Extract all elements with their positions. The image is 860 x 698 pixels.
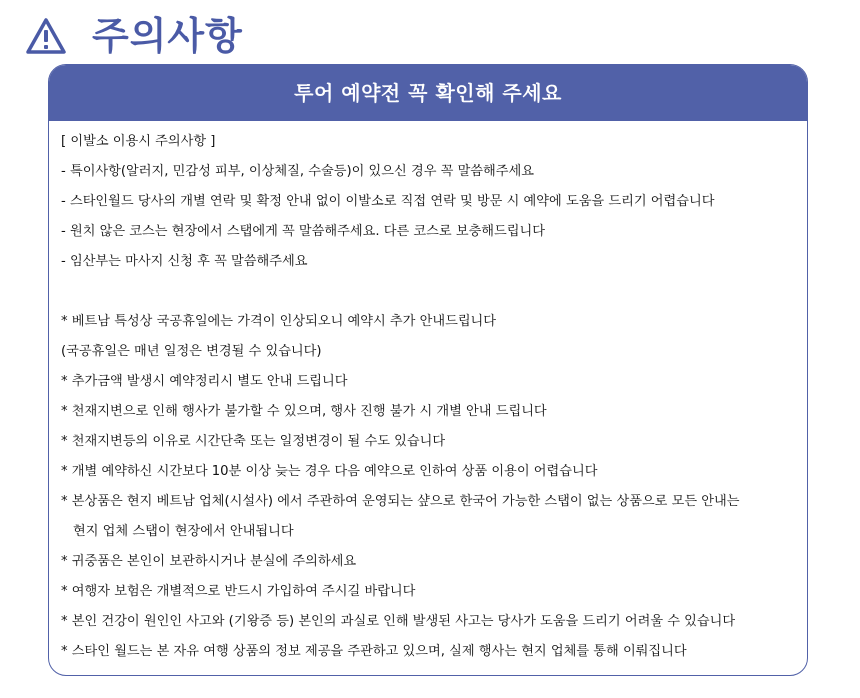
notice-line: - 원치 않은 코스는 현장에서 스탭에게 꼭 말씀해주세요. 다른 코스로 보충해드립니다 [61, 224, 545, 239]
warning-triangle-icon [24, 16, 68, 56]
notice-line: * 본인 건강이 원인인 사고와 (기왕증 등) 본인의 과실로 인해 발생된 사고는 당사가 도움을 드리기 어려울 수 있습니다 [61, 614, 736, 629]
spacer [61, 277, 795, 307]
notice-line: * 베트남 특성상 국공휴일에는 가격이 인상되오니 예약시 추가 안내드립니다 [61, 314, 497, 329]
notice-line-continued: 현지 업체 스탭이 현장에서 안내됩니다 [73, 524, 294, 539]
page-header [24, 10, 243, 62]
notice-line: - 특이사항(알러지, 민감성 피부, 이상체질, 수술등)이 있으신 경우 꼭 말씀해주세요 [61, 164, 535, 179]
notice-line: * 천재지변등의 이유로 시간단축 또는 일정변경이 될 수도 있습니다 [61, 434, 446, 449]
page-title: 주의사항 [92, 14, 243, 58]
notice-line: - 스타인월드 당사의 개별 연락 및 확정 안내 없이 이발소로 직접 연락 및 방문 시 예약에 도움을 드리기 어렵습니다 [61, 194, 715, 209]
notice-line: (국공휴일은 매년 일정은 변경될 수 있습니다) [61, 344, 322, 359]
notice-line: * 개별 예약하신 시간보다 10분 이상 늦는 경우 다음 예약으로 인하여 상품 이용이 어렵습니다 [61, 464, 598, 479]
notice-line: * 본상품은 현지 베트남 업체(시설사) 에서 주관하여 운영되는 샾으로 한국어 가능한 스탭이 없는 상품으로 모든 안내는 [61, 494, 740, 509]
notice-line: * 여행자 보험은 개별적으로 반드시 가입하여 주시길 바랍니다 [61, 584, 416, 599]
notice-card [48, 64, 808, 676]
notice-body [61, 127, 795, 667]
notice-line: * 귀중품은 본인이 보관하시거나 분실에 주의하세요 [61, 554, 357, 569]
notice-line: * 추가금액 발생시 예약정리시 별도 안내 드립니다 [61, 374, 348, 389]
section-heading: [ 이발소 이용시 주의사항 ] [61, 134, 216, 149]
notice-banner: 투어 예약전 꼭 확인해 주세요 [49, 65, 807, 121]
notice-line: * 천재지변으로 인해 행사가 불가할 수 있으며, 행사 진행 불가 시 개별 안내 드립니다 [61, 404, 547, 419]
notice-line: * 스타인 월드는 본 자유 여행 상품의 정보 제공을 주관하고 있으며, 실제 행사는 현지 업체를 통해 이뤄집니다 [61, 644, 687, 659]
notice-line: - 임산부는 마사지 신청 후 꼭 말씀해주세요 [61, 254, 308, 269]
